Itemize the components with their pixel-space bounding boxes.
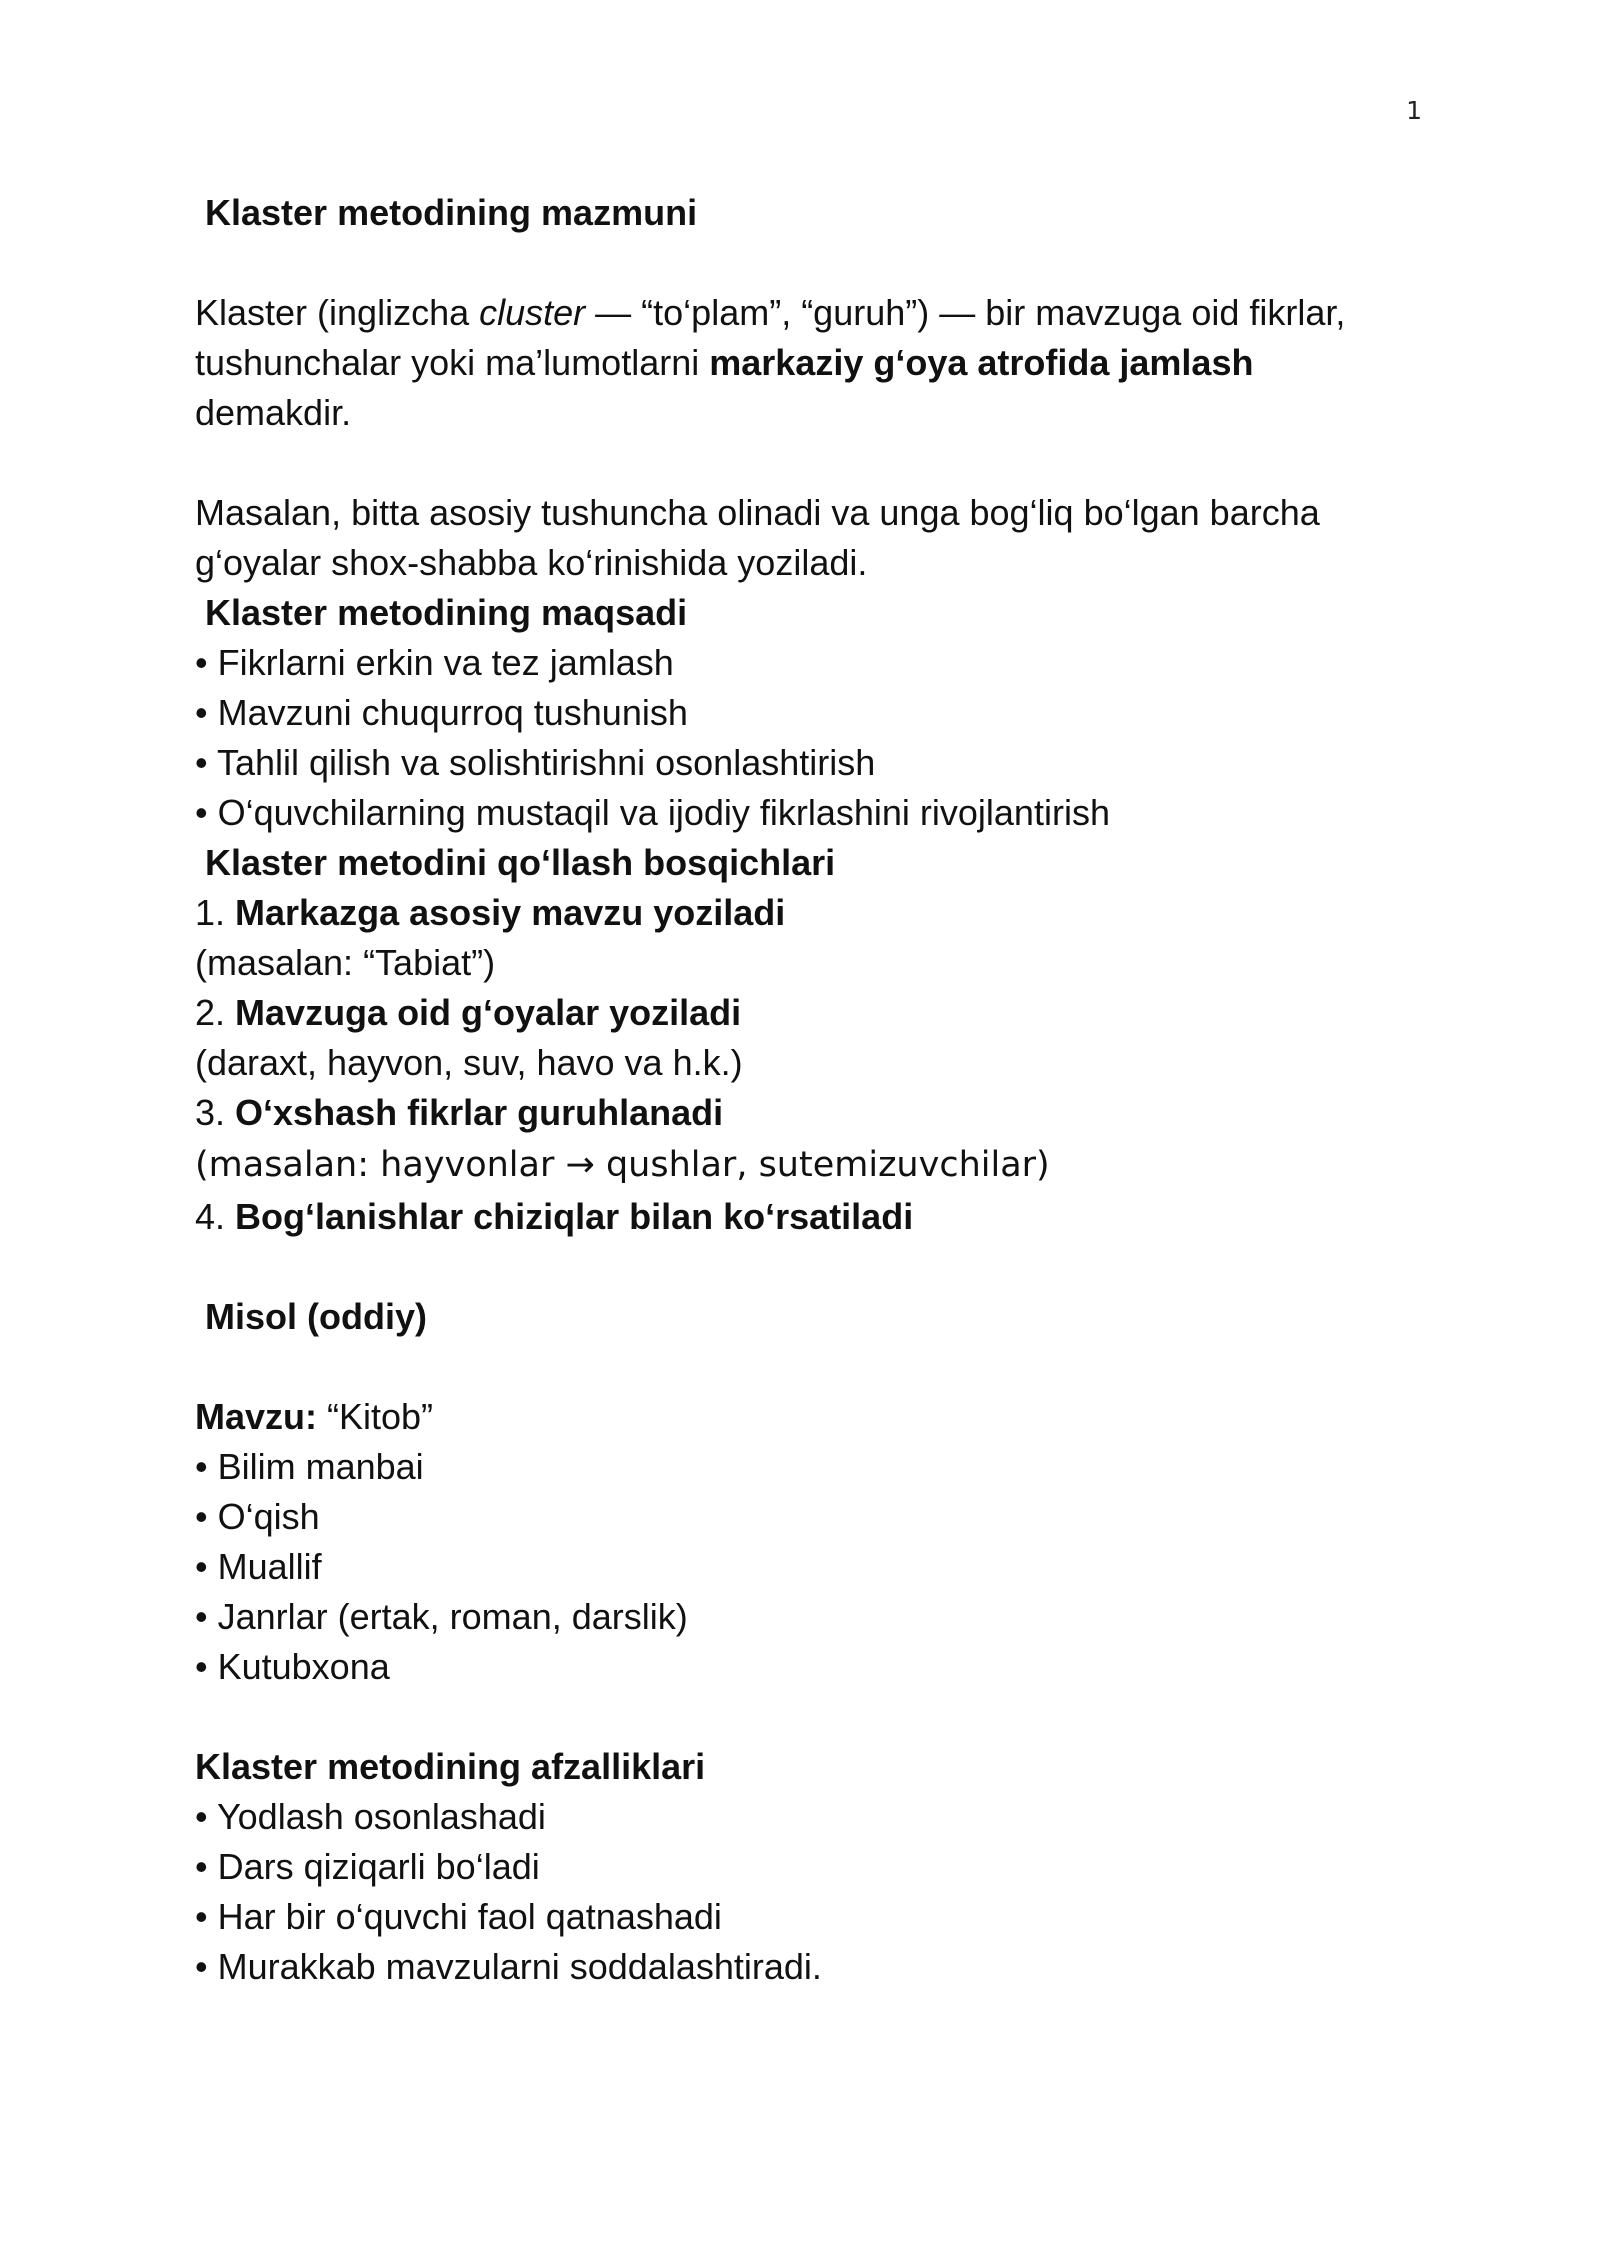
- step-note: (masalan: “Tabiat”): [195, 942, 496, 983]
- document-body: [195, 188, 1435, 1992]
- example-topic: [195, 1392, 1435, 1442]
- page-number: 1: [1406, 96, 1422, 125]
- step-text: Mavzuga oid g‘oyalar yoziladi: [235, 992, 742, 1033]
- list-item: • Bilim manbai: [195, 1446, 424, 1487]
- step-item: [195, 1088, 1435, 1138]
- list-item: • Tahlil qilish va solishtirishni osonlashtirish: [195, 742, 876, 783]
- list-item: • Dars qiziqarli bo‘ladi: [195, 1846, 540, 1887]
- section-title-afzalliklari: Klaster metodining afzalliklari: [195, 1746, 706, 1787]
- paragraph-example-line-1: Masalan, bitta asosiy tushuncha olinadi va unga bog‘liq bo‘lgan barcha: [195, 492, 1320, 533]
- step-number: 3.: [195, 1092, 236, 1133]
- section-title-maqsadi: Klaster metodining maqsadi: [205, 592, 688, 633]
- topic-label: Mavzu:: [195, 1396, 318, 1437]
- step-text: O‘xshash fikrlar guruhlanadi: [235, 1092, 724, 1133]
- list-item: • Yodlash osonlashadi: [195, 1796, 546, 1837]
- paragraph-example-line-2: g‘oyalar shox-shabba ko‘rinishida yoziladi.: [195, 542, 868, 583]
- list-item: • O‘quvchilarning mustaqil va ijodiy fikrlashini rivojlantirish: [195, 792, 1110, 833]
- definition-term-italic: cluster: [479, 292, 586, 333]
- step-note: (masalan: hayvonlar → qushlar, sutemizuvchilar): [195, 1145, 1050, 1185]
- step-note: (daraxt, hayvon, suv, havo va h.k.): [195, 1042, 743, 1083]
- section-title-misol: Misol (oddiy): [205, 1296, 427, 1337]
- step-item: [195, 1192, 1435, 1242]
- section-title-bosqichlari: Klaster metodini qo‘llash bosqichlari: [205, 842, 836, 883]
- section-title-mazmuni: Klaster metodining mazmuni: [205, 192, 698, 233]
- definition-text: Klaster (inglizcha: [195, 292, 480, 333]
- step-text: Markazga asosiy mavzu yoziladi: [235, 892, 786, 933]
- step-number: 4.: [195, 1196, 236, 1237]
- list-item: • Mavzuni chuqurroq tushunish: [195, 692, 688, 733]
- list-item: • Har bir o‘quvchi faol qatnashadi: [195, 1896, 722, 1937]
- step-item: [195, 988, 1435, 1038]
- paragraph-definition-line-1: [195, 288, 1435, 338]
- definition-text: — “to‘plam”, “guruh”) — bir mavzuga oid fikrlar,: [585, 292, 1346, 333]
- list-item: • Muallif: [195, 1546, 322, 1587]
- list-item: • Janrlar (ertak, roman, darslik): [195, 1596, 688, 1637]
- step-text: Bog‘lanishlar chiziqlar bilan ko‘rsatiladi: [235, 1196, 914, 1237]
- definition-text: tushunchalar yoki ma’lumotlarni: [195, 342, 710, 383]
- list-item: • Kutubxona: [195, 1646, 390, 1687]
- list-item: • O‘qish: [195, 1496, 320, 1537]
- step-item: [195, 888, 1435, 938]
- step-number: 2.: [195, 992, 236, 1033]
- paragraph-definition-line-2: [195, 338, 1435, 388]
- list-item: • Murakkab mavzularni soddalashtiradi.: [195, 1946, 822, 1987]
- paragraph-definition-line-3: demakdir.: [195, 392, 352, 433]
- definition-emphasis: markaziy g‘oya atrofida jamlash: [709, 342, 1254, 383]
- step-number: 1.: [195, 892, 236, 933]
- topic-value: “Kitob”: [317, 1396, 434, 1437]
- list-item: • Fikrlarni erkin va tez jamlash: [195, 642, 674, 683]
